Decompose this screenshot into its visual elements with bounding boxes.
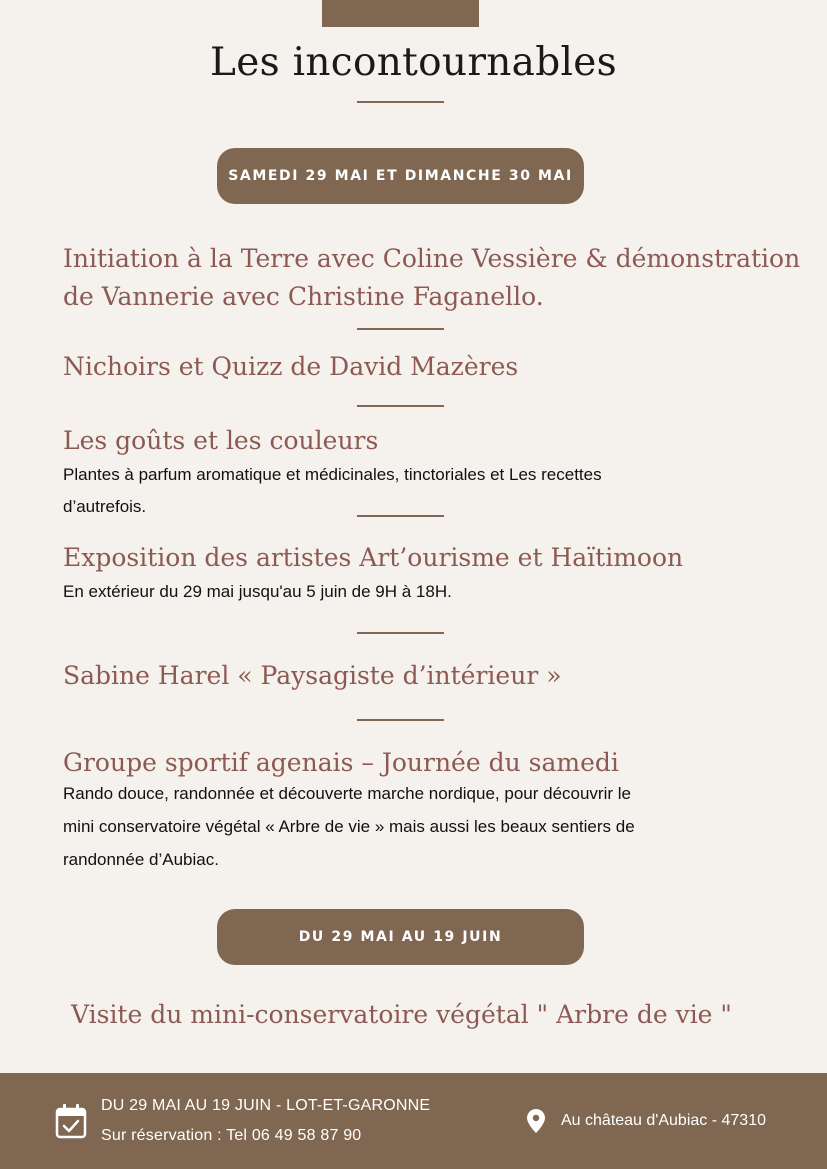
top-decor-tab [322,0,479,27]
footer-reservation: Sur réservation : Tel 06 49 58 87 90 [101,1127,362,1144]
divider [357,328,444,330]
footer-location: Au château d'Aubiac - 47310 [561,1112,766,1129]
item-heading-gouts: Les goûts et les couleurs [63,426,379,455]
footer-dates: DU 29 MAI AU 19 JUIN - LOT-ET-GARONNE [101,1097,431,1114]
item-heading-nichoirs: Nichoirs et Quizz de David Mazères [63,352,519,381]
divider [357,515,444,517]
divider [357,632,444,634]
date-pill-weekend: SAMEDI 29 MAI ET DIMANCHE 30 MAI [217,148,584,204]
item-heading-exposition: Exposition des artistes Art’ourisme et Haïtimoon [63,543,684,572]
item-body-groupe-line2: mini conservatoire végétal « Arbre de vie » mais aussi les beaux sentiers de [63,817,635,836]
item-heading-sabine: Sabine Harel « Paysagiste d’intérieur » [63,661,562,690]
item-body-exposition: En extérieur du 29 mai jusqu'au 5 juin de 9H à 18H. [63,582,452,601]
item-body-groupe-line3: randonnée d’Aubiac. [63,850,219,869]
divider [357,405,444,407]
item-heading-groupe: Groupe sportif agenais – Journée du samedi [63,748,619,777]
item-heading-terre-line1: Initiation à la Terre avec Coline Vessière & démonstration [63,244,801,273]
calendar-check-icon [55,1103,87,1139]
map-pin-icon [527,1109,545,1133]
footer-bar [0,1073,827,1169]
divider [357,101,444,103]
final-heading: Visite du mini-conservatoire végétal " Arbre de vie " [71,1000,732,1029]
item-body-groupe-line1: Rando douce, randonnée et découverte marche nordique, pour découvrir le [63,784,631,803]
page-title: Les incontournables [210,40,617,85]
divider [357,719,444,721]
item-heading-terre-line2: de Vannerie avec Christine Faganello. [63,282,544,311]
item-body-gouts-line1: Plantes à parfum aromatique et médicinales, tinctoriales et Les recettes [63,465,602,484]
item-body-gouts-line2: d’autrefois. [63,497,147,516]
date-pill-period: DU 29 MAI AU 19 JUIN [217,909,584,965]
